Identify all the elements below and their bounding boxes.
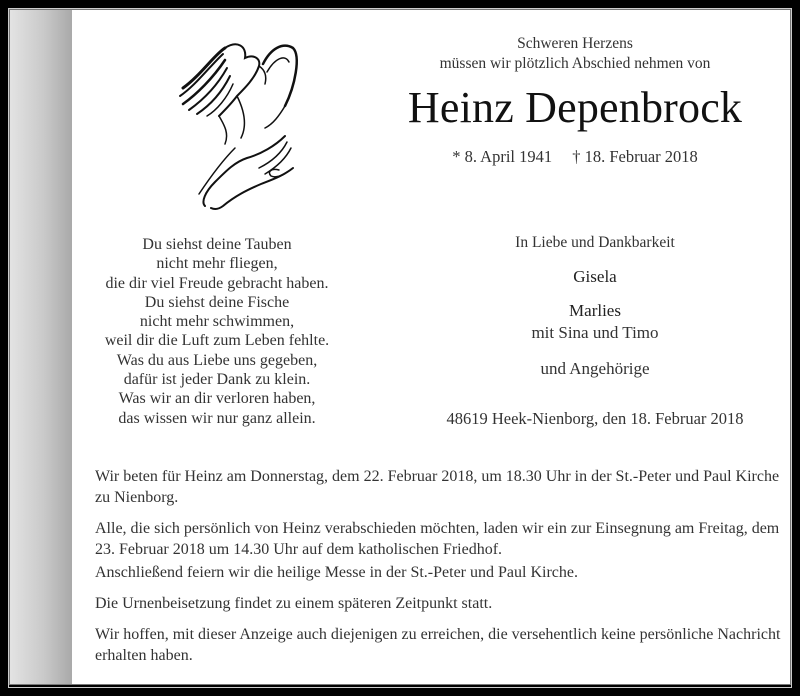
gray-side-bar [10,10,72,684]
death-date: † 18. Februar 2018 [572,147,698,166]
poem-line: nicht mehr schwimmen, [139,313,295,331]
poem-line: Du siehst deine Fische [144,293,290,311]
notice-header [370,34,780,168]
urn-info: Die Urnenbeisetzung findet zu einem späteren Zeitpunkt statt. [95,595,493,612]
prayer-info: Wir beten für Heinz am Donnerstag, dem 22. Februar 2018, um 18.30 Uhr in der St.-Peter und Paul Kirche zu Nienborg. [95,468,780,506]
poem-line: Was wir an dir verloren haben, [118,390,316,408]
life-dates [370,146,780,168]
poem-line: Was du aus Liebe uns gegeben, [116,351,318,369]
service-details [95,466,785,676]
poem-line: weil dir die Luft zum Leben fehlte. [104,332,330,350]
family-name-marlies: Marlies [569,301,621,320]
family-signature [405,232,785,430]
intro-line-2: müssen wir plötzlich Abschied nehmen von [439,55,711,72]
family-name-sub: mit Sina und Timo [531,323,659,342]
place-and-date: 48619 Heek-Nienborg, den 18. Februar 2018 [446,409,744,428]
family-name-gisela: Gisela [573,267,617,286]
farewell-info: Alle, die sich persönlich von Heinz verabschieden möchten, laden wir ein zur Einsegnung am Freitag, dem 23. Februar 2018 um 14.30 Uhr auf dem katholischen Friedhof. [95,520,780,558]
poem-line: Du siehst deine Tauben [142,236,292,253]
dove-hand-icon [175,36,325,211]
deceased-name: Heinz Depenbrock [407,83,743,132]
poem [72,235,362,428]
poem-line: dafür ist jeder Dank zu klein. [123,371,311,389]
birth-date: * 8. April 1941 [452,147,553,166]
poem-line: nicht mehr fliegen, [156,255,278,273]
intro-line-1: Schweren Herzens [517,35,633,52]
mass-info: Anschließend feiern wir die heilige Messe in der St.-Peter und Paul Kirche. [95,564,578,581]
closing-note: Wir hoffen, mit dieser Anzeige auch diejenigen zu erreichen, die versehentlich keine persönliche Nachricht erhalten haben. [95,626,781,664]
poem-line: das wissen wir nur ganz allein. [118,409,316,427]
poem-line: die dir viel Freude gebracht haben. [105,274,329,292]
family-intro: In Liebe und Dankbarkeit [515,234,675,251]
family-relatives: und Angehörige [540,359,650,378]
obituary-notice [9,9,791,685]
